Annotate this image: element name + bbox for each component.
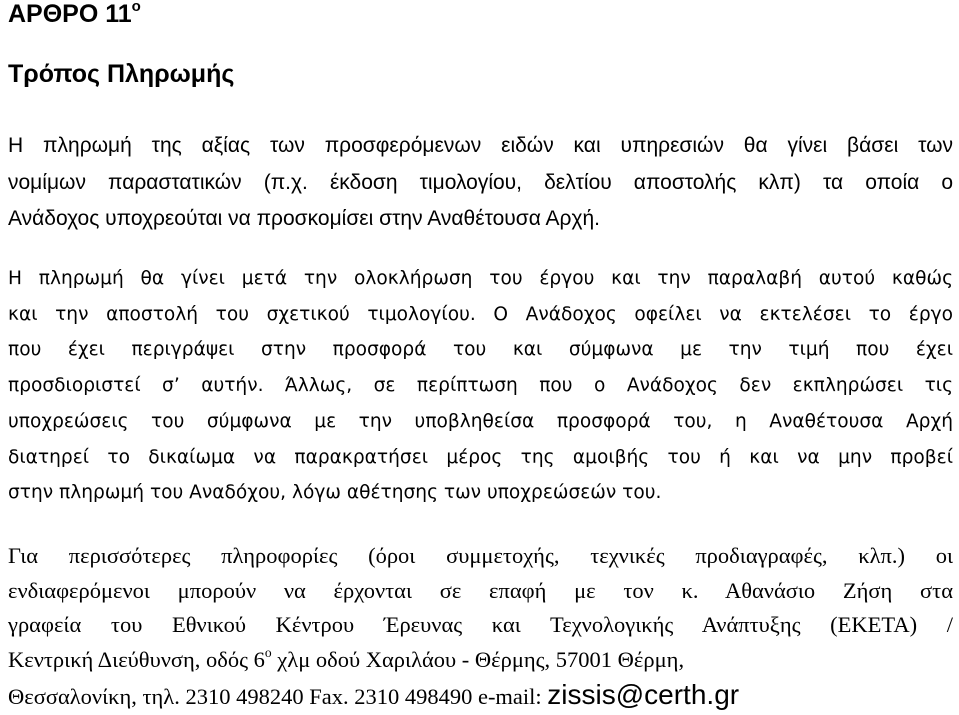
email-address: zissis@certh.gr [547,678,740,710]
paragraph-line: που έχει περιγράψει στην προσφορά του και σύμφωνα με την τιμή που έχει [8,339,953,361]
section-title: Τρόπος Πληρωμής [8,60,235,88]
article-heading [8,0,141,28]
paragraph-payment-basis [8,128,953,238]
paragraph-line: νομίμων παραστατικών (π.χ. έκδοση τιμολογίου, δελτίου αποστολής κλπ) τα οποία ο [8,170,953,194]
paragraph-contact-info [8,539,953,715]
paragraph-line: και την αποστολή του σχετικού τιμολογίου. Ο Ανάδοχος οφείλει να εκτελέσει το έργο [8,303,953,325]
paragraph-line: προσδιοριστεί σ’ αυτήν. Άλλως, σε περίπτωση που ο Ανάδοχος δεν εκπληρώσει τις [8,375,953,397]
paragraph-line: Ανάδοχος υποχρεούται να προσκομίσει στην Αναθέτουσα Αρχή. [8,207,600,230]
paragraph-line: διατηρεί το δικαίωμα να παρακρατήσει μέρος της αμοιβής του ή και να μην προβεί [8,446,953,468]
paragraph-line: υποχρεώσεις του σύμφωνα με την υποβληθείσα προσφορά του, η Αναθέτουσα Αρχή [8,410,953,432]
paragraph-line: γραφεία του Εθνικού Κέντρου Έρευνας και Τεχνολογικής Ανάπτυξης (ΕΚΕΤΑ) / [8,612,953,638]
paragraph-line: Για περισσότερες πληροφορίες (όροι συμμετοχής, τεχνικές προδιαγραφές, κλπ.) οι [8,543,953,568]
address-text-continued: χλμ οδού Χαριλάου - Θέρμης, 57001 Θέρμη, [271,647,685,673]
paragraph-line: Η πληρωμή της αξίας των προσφερόμενων ειδών και υπηρεσιών θα γίνει βάσει των [8,134,953,157]
address-line [8,643,953,678]
paragraph-payment-terms [8,261,953,511]
paragraph-line: στην πληρωμή του Αναδόχου, λόγω αθέτησης των υποχρεώσεών του. [8,482,662,504]
address-superscript: ο [264,644,272,660]
contact-line [8,678,953,715]
paragraph-line: ενδιαφερόμενοι μπορούν να έρχονται σε επαφή με τον κ. Αθανάσιο Ζήση στα [8,577,953,603]
article-heading-superscript: ο [131,0,141,15]
contact-text: Θεσσαλονίκη, τηλ. 2310 498240 Fax. 2310 498490 e-mail: [8,683,548,709]
address-text: Κεντρική Διεύθυνση, οδός 6 [8,647,265,673]
article-heading-text: ΑΡΘΡΟ 11 [8,0,132,28]
paragraph-line: Η πληρωμή θα γίνει μετά την ολοκλήρωση του έργου και την παραλαβή αυτού καθώς [8,268,953,289]
